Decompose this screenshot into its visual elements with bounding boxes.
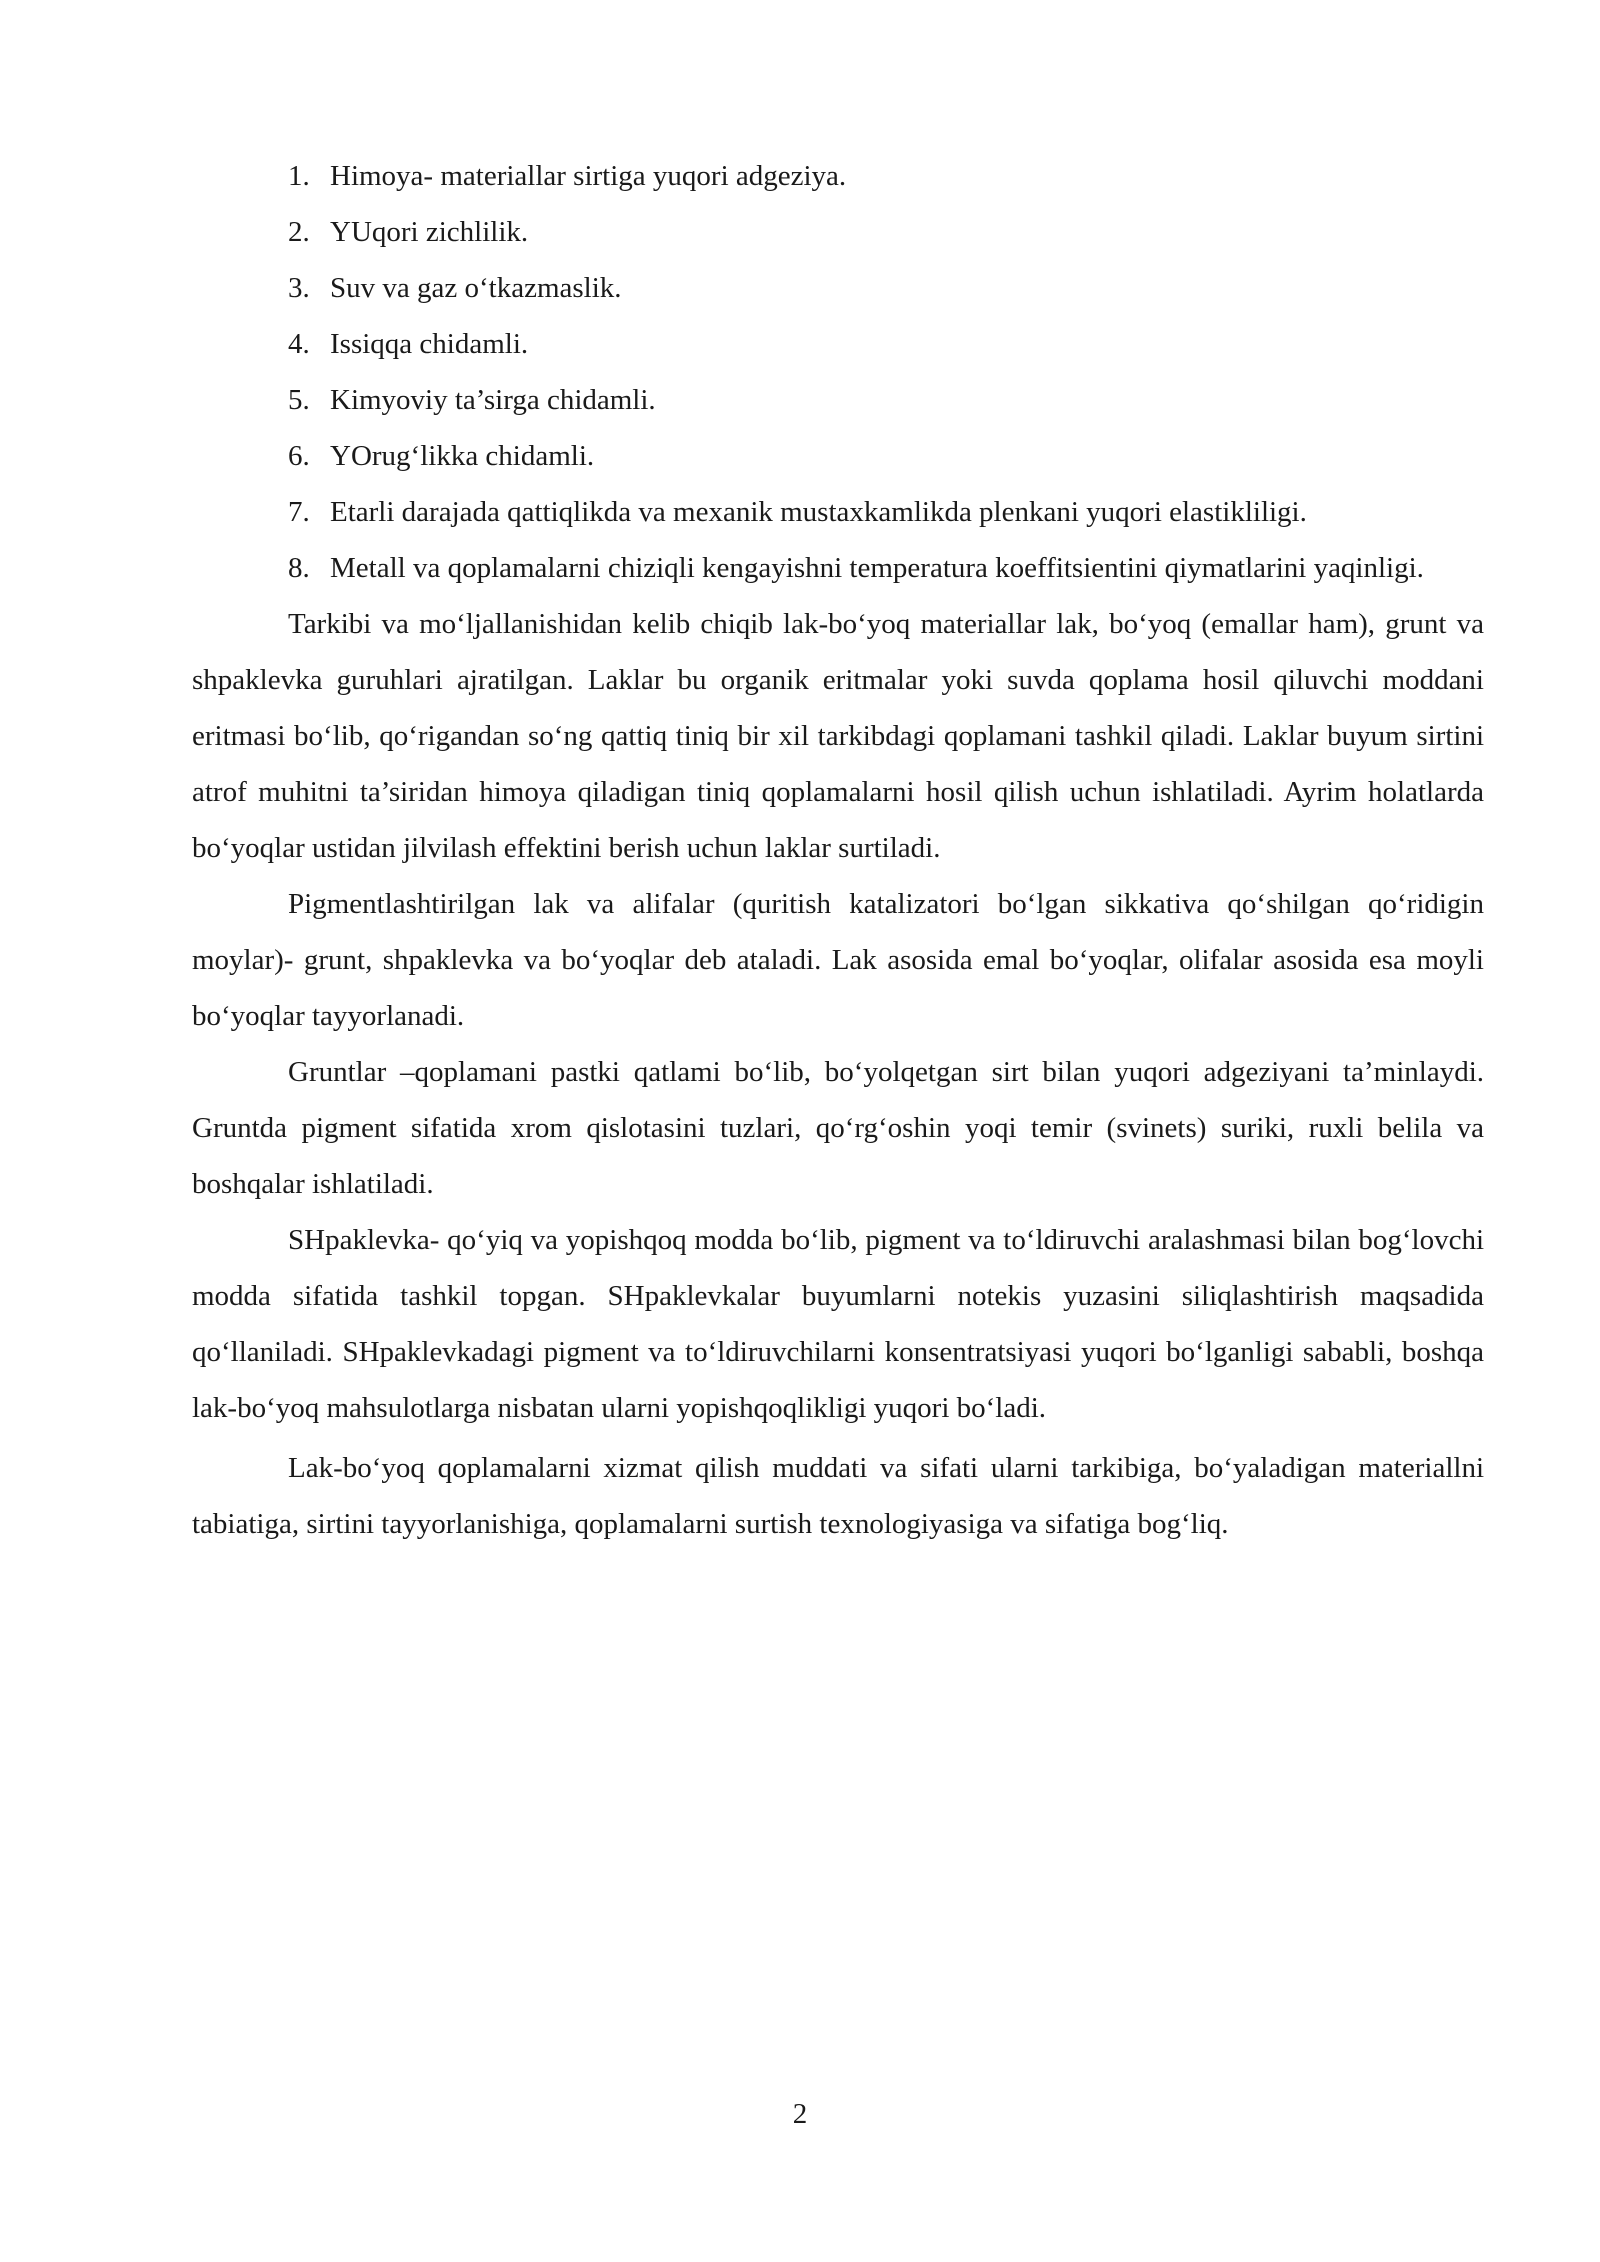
list-item: [192, 316, 1484, 372]
paragraph-coating-lifetime: Lak-bo‘yoq qoplamalarni xizmat qilish muddati va sifati ularni tarkibiga, bo‘yaladigan materiallni tabiatiga, sirtini tayyorlanishiga, qoplamalarni surtish texnologiyasiga va sifatiga bog‘liq.: [192, 1452, 1484, 1540]
list-item-text: Kimyoviy ta’sirga chidamli.: [330, 384, 656, 416]
list-item-text: Metall va qoplamalarni chiziqli kengayishni temperatura koeffitsientini qiymatlarini yaqinligi.: [330, 552, 1424, 584]
list-item-number: 2.: [288, 216, 310, 248]
list-item-number: 6.: [288, 440, 310, 472]
list-item: [192, 148, 1484, 204]
list-item-text: YOrug‘likka chidamli.: [330, 440, 595, 472]
paragraph-lacquer-types: Tarkibi va mo‘ljallanishidan kelib chiqib lak-bo‘yoq materiallar lak, bo‘yoq (emallar ham), grunt va shpaklevka guruhlari ajratilgan. Laklar bu organik eritmalar yoki suvda qoplama hosil qiluvchi moddani eritmasi bo‘lib, qo‘rigandan so‘ng qattiq tiniq bir xil tarkibdagi qoplamani tashkil qiladi. Laklar buyum sirtini atrof muhitni ta’siridan himoya qiladigan tiniq qoplamalarni hosil qilish uchun ishlatiladi. Ayrim holatlarda bo‘yoqlar ustidan jilvilash effektini berish uchun laklar surtiladi.: [192, 608, 1484, 864]
paragraph-primers: Gruntlar –qoplamani pastki qatlami bo‘lib, bo‘yolqetgan sirt bilan yuqori adgeziyani ta’minlaydi. Gruntda pigment sifatida xrom qislotasini tuzlari, qo‘rg‘oshin yoqi temir (svinets) suriki, ruxli belila va boshqalar ishlatiladi.: [192, 1056, 1484, 1200]
paragraph-putty: SHpaklevka- qo‘yiq va yopishqoq modda bo‘lib, pigment va to‘ldiruvchi aralashmasi bilan bog‘lovchi modda sifatida tashkil topgan. SHpaklevkalar buyumlarni notekis yuzasini siliqlashtirish maqsadida qo‘llaniladi. SHpaklevkadagi pigment va to‘ldiruvchilarni konsentratsiyasi yuqori bo‘lganligi sababli, boshqa lak-bo‘yoq mahsulotlarga nisbatan ularni yopishqoqlikligi yuqori bo‘ladi.: [192, 1224, 1484, 1424]
list-item-text: Suv va gaz o‘tkazmaslik.: [330, 272, 622, 304]
list-item-number: 4.: [288, 328, 310, 360]
list-item-number: 1.: [288, 160, 310, 192]
list-item: [192, 204, 1484, 260]
list-item: [192, 260, 1484, 316]
list-item-number: 3.: [288, 272, 310, 304]
page-number: 2: [792, 2098, 808, 2130]
list-item-text: Etarli darajada qattiqlikda va mexanik mustaxkamlikda plenkani yuqori elastikliligi.: [330, 496, 1307, 528]
page-content: [192, 148, 1484, 1552]
list-item-number: 7.: [288, 496, 310, 528]
list-item: [192, 372, 1484, 428]
paragraph-pigmented-lacquers: Pigmentlashtirilgan lak va alifalar (quritish katalizatori bo‘lgan sikkativa qo‘shilgan qo‘ridigin moylar)- grunt, shpaklevka va bo‘yoqlar deb ataladi. Lak asosida emal bo‘yoqlar, olifalar asosida esa moyli bo‘yoqlar tayyorlanadi.: [192, 888, 1484, 1032]
list-item: [192, 540, 1484, 596]
list-item: [192, 428, 1484, 484]
requirements-list: [192, 148, 1484, 596]
list-item: [192, 484, 1484, 540]
list-item-number: 8.: [288, 552, 310, 584]
list-item-number: 5.: [288, 384, 310, 416]
list-item-text: Himoya- materiallar sirtiga yuqori adgeziya.: [330, 160, 847, 192]
list-item-text: Issiqqa chidamli.: [330, 328, 529, 360]
list-item-text: YUqori zichlilik.: [330, 216, 529, 248]
